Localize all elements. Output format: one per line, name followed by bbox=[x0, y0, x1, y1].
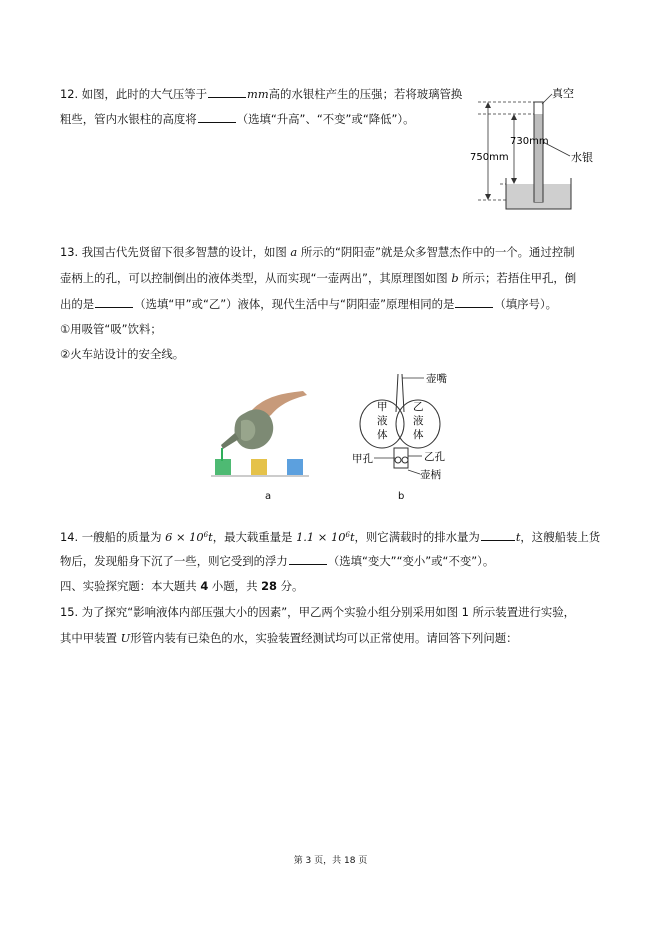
q12-text-1b: 高的水银柱产生的压强；若将玻璃管换 bbox=[268, 87, 463, 101]
yi-hole-label: 乙孔 bbox=[424, 451, 445, 463]
yi-liquid-char-2: 液 bbox=[413, 415, 424, 427]
q14-mass-unit: t bbox=[208, 530, 213, 544]
q13-figure-b-diagram bbox=[352, 372, 462, 492]
q14-text-1c: ，则它满载时的排水量为 bbox=[354, 530, 480, 544]
jia-hole-label: 甲孔 bbox=[352, 453, 373, 465]
q13-text-3b: （选填“甲”或“乙”）液体，现代生活中与“阴阳壶”原理相同的是 bbox=[134, 297, 455, 311]
q13-text-2a: 壶柄上的孔，可以控制倒出的液体类型，从而实现“一壶两出”，其原理图如图 bbox=[60, 271, 448, 285]
section-4-text-c: 分。 bbox=[280, 579, 304, 593]
jia-hole-circle bbox=[395, 457, 401, 463]
section-4-text-b: 小题，共 bbox=[211, 579, 258, 593]
q14-line-2 bbox=[60, 553, 494, 569]
q12-text-2a: 粗些，管内水银柱的高度将 bbox=[60, 112, 197, 126]
q14-mass bbox=[165, 530, 213, 544]
height-730-label: 730mm bbox=[510, 136, 549, 147]
yi-liquid-char-3: 体 bbox=[413, 429, 424, 441]
jia-liquid-char-3: 体 bbox=[377, 429, 388, 441]
jia-liquid-char-1: 甲 bbox=[377, 401, 388, 413]
q15-text-2a: 其中甲装置 bbox=[60, 631, 117, 645]
cup-blue bbox=[287, 459, 303, 475]
mercury-label: 水银 bbox=[571, 151, 593, 164]
q12-line-2 bbox=[60, 111, 415, 127]
q13-text-3a: 出的是 bbox=[60, 297, 95, 311]
handle-label: 壶柄 bbox=[420, 469, 441, 481]
yi-hole-circle bbox=[402, 457, 408, 463]
handle-leader bbox=[408, 470, 420, 474]
q14-blank-1[interactable] bbox=[481, 529, 515, 541]
q14-load-exp: 6 bbox=[345, 531, 350, 539]
q12-blank-1[interactable] bbox=[208, 86, 246, 98]
q12-text-1a: 12. 如图，此时的大气压等于 bbox=[60, 87, 208, 101]
q14-load bbox=[296, 530, 354, 544]
section-4-score: 28 bbox=[261, 579, 277, 593]
section-4-heading bbox=[60, 578, 303, 594]
tube-mercury-column bbox=[535, 114, 543, 202]
vacuum-leader bbox=[542, 94, 552, 104]
q15-line-1: 15. 为了探究“影响液体内部压强大小的因素”，甲乙两个实验小组分别采用如图 1 所示装置进行实验， bbox=[60, 605, 576, 619]
q13-option-2: ②火车站设计的安全线。 bbox=[60, 347, 185, 361]
q14-unit-t: t bbox=[515, 530, 521, 544]
q12-unit-mm: mm bbox=[247, 87, 269, 101]
q13-line-1 bbox=[60, 244, 575, 260]
q12-line-1 bbox=[60, 86, 462, 102]
q13-var-b: b bbox=[451, 271, 459, 285]
q15-var-u: U bbox=[120, 631, 131, 645]
q14-text-1a: 14. 一艘船的质量为 bbox=[60, 530, 162, 544]
vacuum-label: 真空 bbox=[552, 87, 574, 100]
q14-load-unit: t bbox=[349, 530, 355, 544]
q14-text-1d: ，这艘船装上货 bbox=[520, 530, 601, 544]
q13-blank-1[interactable] bbox=[95, 296, 133, 308]
q14-mass-exp: 6 bbox=[203, 531, 209, 539]
q13-line-2 bbox=[60, 270, 576, 286]
section-4-count: 4 bbox=[200, 579, 209, 593]
jia-liquid-char-2: 液 bbox=[377, 415, 388, 427]
q14-text-1b: ，最大载重量是 bbox=[212, 530, 293, 544]
spout-label: 壶嘴 bbox=[426, 373, 447, 385]
q13-text-2b: 所示；若捂住甲孔，倒 bbox=[462, 271, 577, 285]
q13-blank-2[interactable] bbox=[455, 296, 493, 308]
cup-yellow bbox=[251, 459, 267, 475]
height-750-label: 750mm bbox=[470, 152, 509, 163]
q13-figure-a-label: a bbox=[265, 491, 272, 502]
q13-text-1a: 13. 我国古代先贤留下很多智慧的设计，如图 bbox=[60, 245, 287, 259]
q13-figure-a-teapot-photo bbox=[211, 389, 309, 489]
q12-text-2b: （选填“升高”、“不变”或“降低”）。 bbox=[236, 112, 415, 126]
cup-green bbox=[215, 459, 231, 475]
q14-mass-base: 6 × 10 bbox=[165, 530, 204, 544]
q14-text-2b: （选填“变大”“变小”或“不变”）。 bbox=[327, 554, 495, 568]
q15-line-2 bbox=[60, 630, 518, 646]
q13-option-1: ①用吸管“吸”饮料； bbox=[60, 322, 162, 336]
section-4-text-a: 四、实验探究题：本大题共 bbox=[60, 579, 197, 593]
q13-line-3 bbox=[60, 296, 557, 312]
q12-blank-2[interactable] bbox=[198, 111, 236, 123]
teapot-spout bbox=[221, 433, 239, 449]
q12-barometer-figure bbox=[470, 82, 600, 217]
q14-load-base: 1.1 × 10 bbox=[296, 530, 346, 544]
q13-var-a: a bbox=[290, 245, 298, 259]
q13-text-1b: 所示的“阴阳壶”就是众多智慧杰作中的一个。通过控制 bbox=[300, 245, 575, 259]
q14-blank-2[interactable] bbox=[289, 553, 327, 565]
yi-liquid-char-1: 乙 bbox=[413, 401, 424, 413]
q14-text-2a: 物后，发现船身下沉了一些，则它受到的浮力 bbox=[60, 554, 288, 568]
q13-text-3c: （填序号）。 bbox=[494, 297, 558, 311]
page-footer: 第 3 页，共 18 页 bbox=[293, 856, 368, 866]
q15-text-2b: 形管内装有已染色的水，实验装置经测试均可以正常使用。请回答下列问题： bbox=[130, 631, 518, 645]
q13-figure-b-label: b bbox=[398, 491, 405, 502]
q14-line-1 bbox=[60, 527, 600, 545]
